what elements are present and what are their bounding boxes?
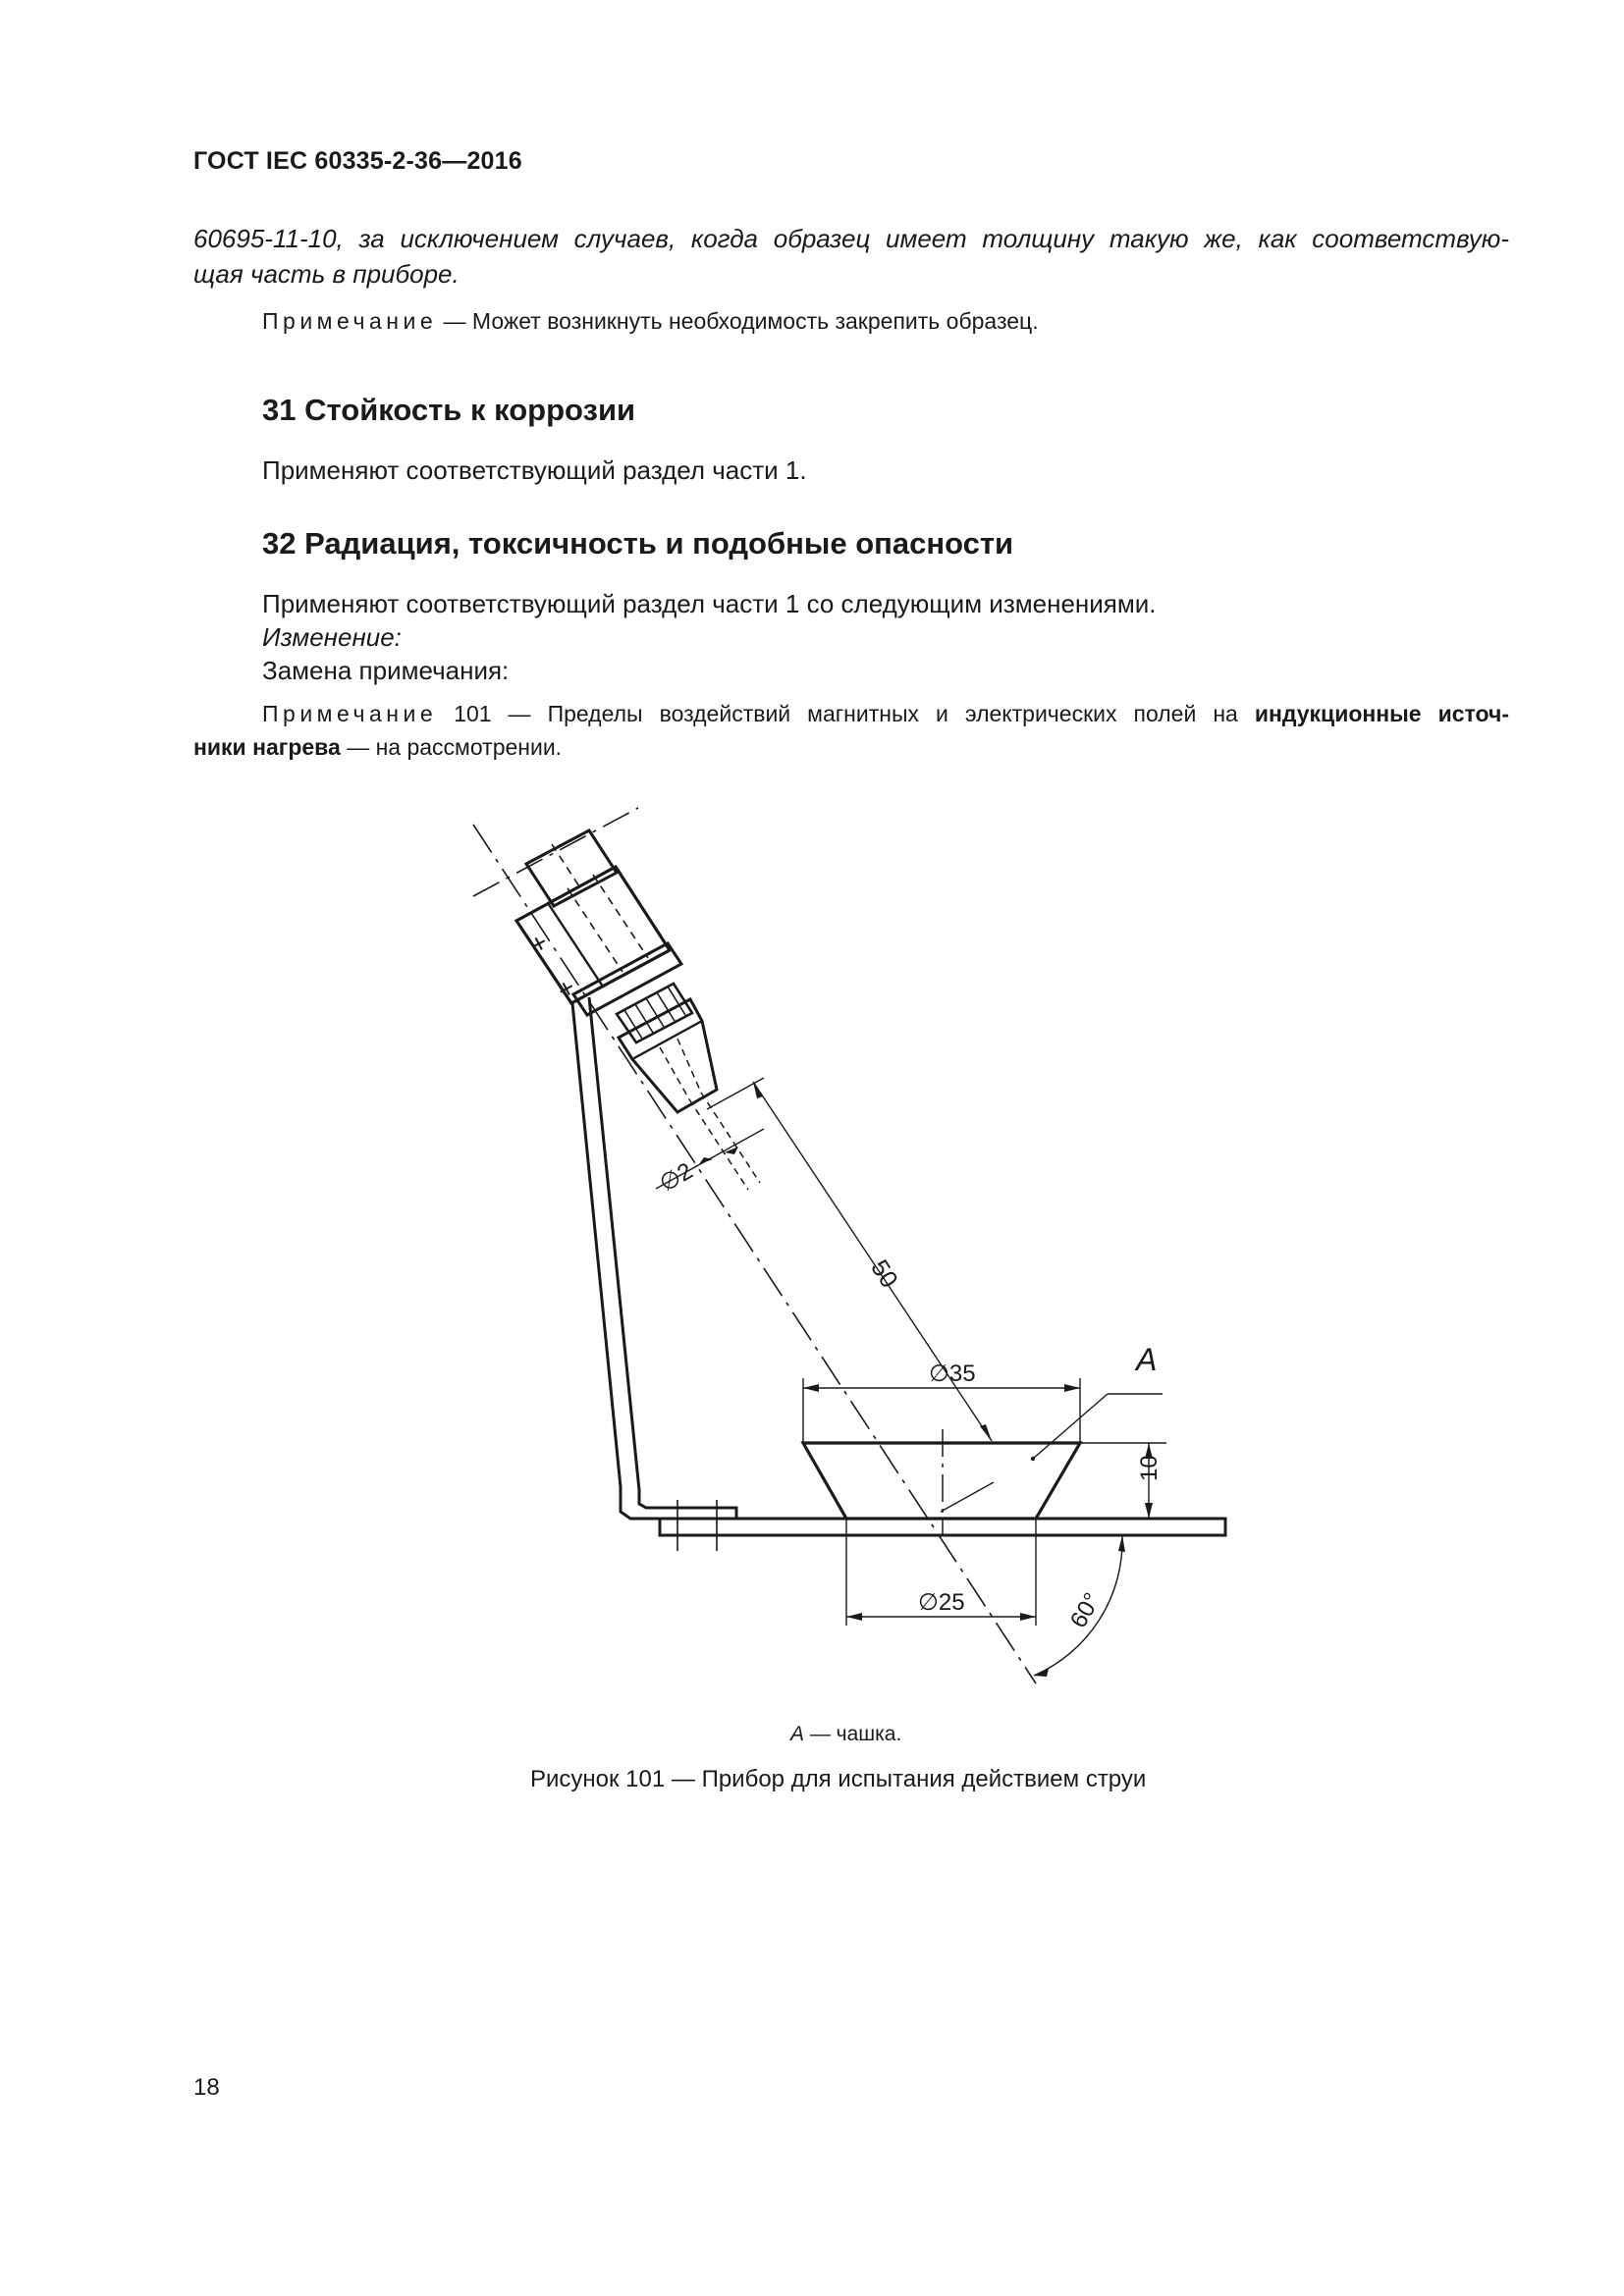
len50-arrow-2 [980, 1424, 992, 1441]
intro-line-2: щая часть в приборе. [193, 259, 460, 289]
intro-line-1: 60695-11-10, за исключением случаев, когда образец имеет толщину такую же, как соответствую- [193, 224, 1509, 253]
top-perpendicular-centerline [473, 808, 638, 896]
note-1-label: Примечание [262, 308, 438, 334]
page-number: 18 [193, 2074, 220, 2101]
support-arm [572, 997, 736, 1551]
figure-legend [790, 1723, 901, 1746]
figure-legend-text: — чашка. [804, 1723, 902, 1745]
len50-ext-2 [941, 1482, 994, 1512]
plus-1: + [524, 926, 554, 961]
d25-label: ∅25 [918, 1589, 965, 1616]
angle60-label: 60° [1064, 1588, 1107, 1633]
jet-line-2 [701, 1093, 760, 1183]
note-101-text-1: Пределы воздействий магнитных и электрических полей на [547, 701, 1255, 726]
clamp-hidden-line-2 [593, 875, 648, 958]
section-32-heading: 32 Радиация, токсичность и подобные опасности [262, 526, 1014, 561]
len50-arrow-1 [753, 1082, 763, 1098]
clamp-hidden-line-1 [568, 888, 623, 972]
angle60-arrow-1 [1118, 1535, 1125, 1552]
jet-line-1 [689, 1099, 748, 1190]
section-31-text: Применяют соответствующий раздел части 1. [262, 455, 807, 485]
plus-2: + [552, 971, 581, 1006]
h10-arrow-2 [1145, 1503, 1153, 1519]
note-101-bold-1: индукционные источ- [1254, 701, 1510, 726]
d35-arrow-2 [1064, 1384, 1080, 1392]
axis-centerline [473, 825, 1036, 1683]
d35-label: ∅35 [929, 1361, 976, 1387]
len50-label: 50 [865, 1255, 903, 1294]
clamp-divider [548, 903, 603, 987]
label-a-leader [1033, 1394, 1108, 1459]
note-1-dash: — [437, 308, 472, 334]
note-101-text-2: — на рассмотрении. [340, 734, 563, 760]
nozzle-hidden-line-2 [677, 1039, 701, 1093]
section-32-text: Применяют соответствующий раздел части 1 со следующим изменениями. [262, 589, 1157, 618]
h10-label: 10 [1136, 1455, 1163, 1481]
figure-legend-letter: A [790, 1723, 805, 1745]
d25-arrow-2 [1020, 1613, 1036, 1621]
note-101-label: Примечание [262, 701, 438, 726]
replace-label: Замена примечания: [262, 656, 510, 685]
note-101-bold-2: ники нагрева [193, 734, 341, 760]
d2-label: ∅2 [655, 1157, 698, 1198]
nozzle-assembly [473, 808, 1036, 1683]
cup [803, 1429, 1080, 1536]
tube-inner-line [552, 844, 579, 886]
figure-caption: Рисунок 101 — Прибор для испытания действием струи [530, 1766, 1147, 1792]
note-101-number: 101 — [437, 701, 548, 726]
change-label: Изменение: [262, 622, 402, 652]
angle60-arrow-2 [1034, 1669, 1049, 1677]
d35-arrow-1 [803, 1384, 819, 1392]
document-header: ГОСТ IEC 60335-2-36—2016 [193, 147, 522, 175]
len50-dimension-line [753, 1082, 992, 1441]
label-a: A [1136, 1342, 1158, 1377]
d2-arrow-2 [725, 1147, 738, 1154]
section-31-heading: 31 Стойкость к коррозии [262, 393, 636, 427]
dimensions [655, 1078, 1166, 1677]
note-1-text: Может возникнуть необходимость закрепить образец. [471, 308, 1039, 334]
d25-arrow-1 [846, 1613, 862, 1621]
